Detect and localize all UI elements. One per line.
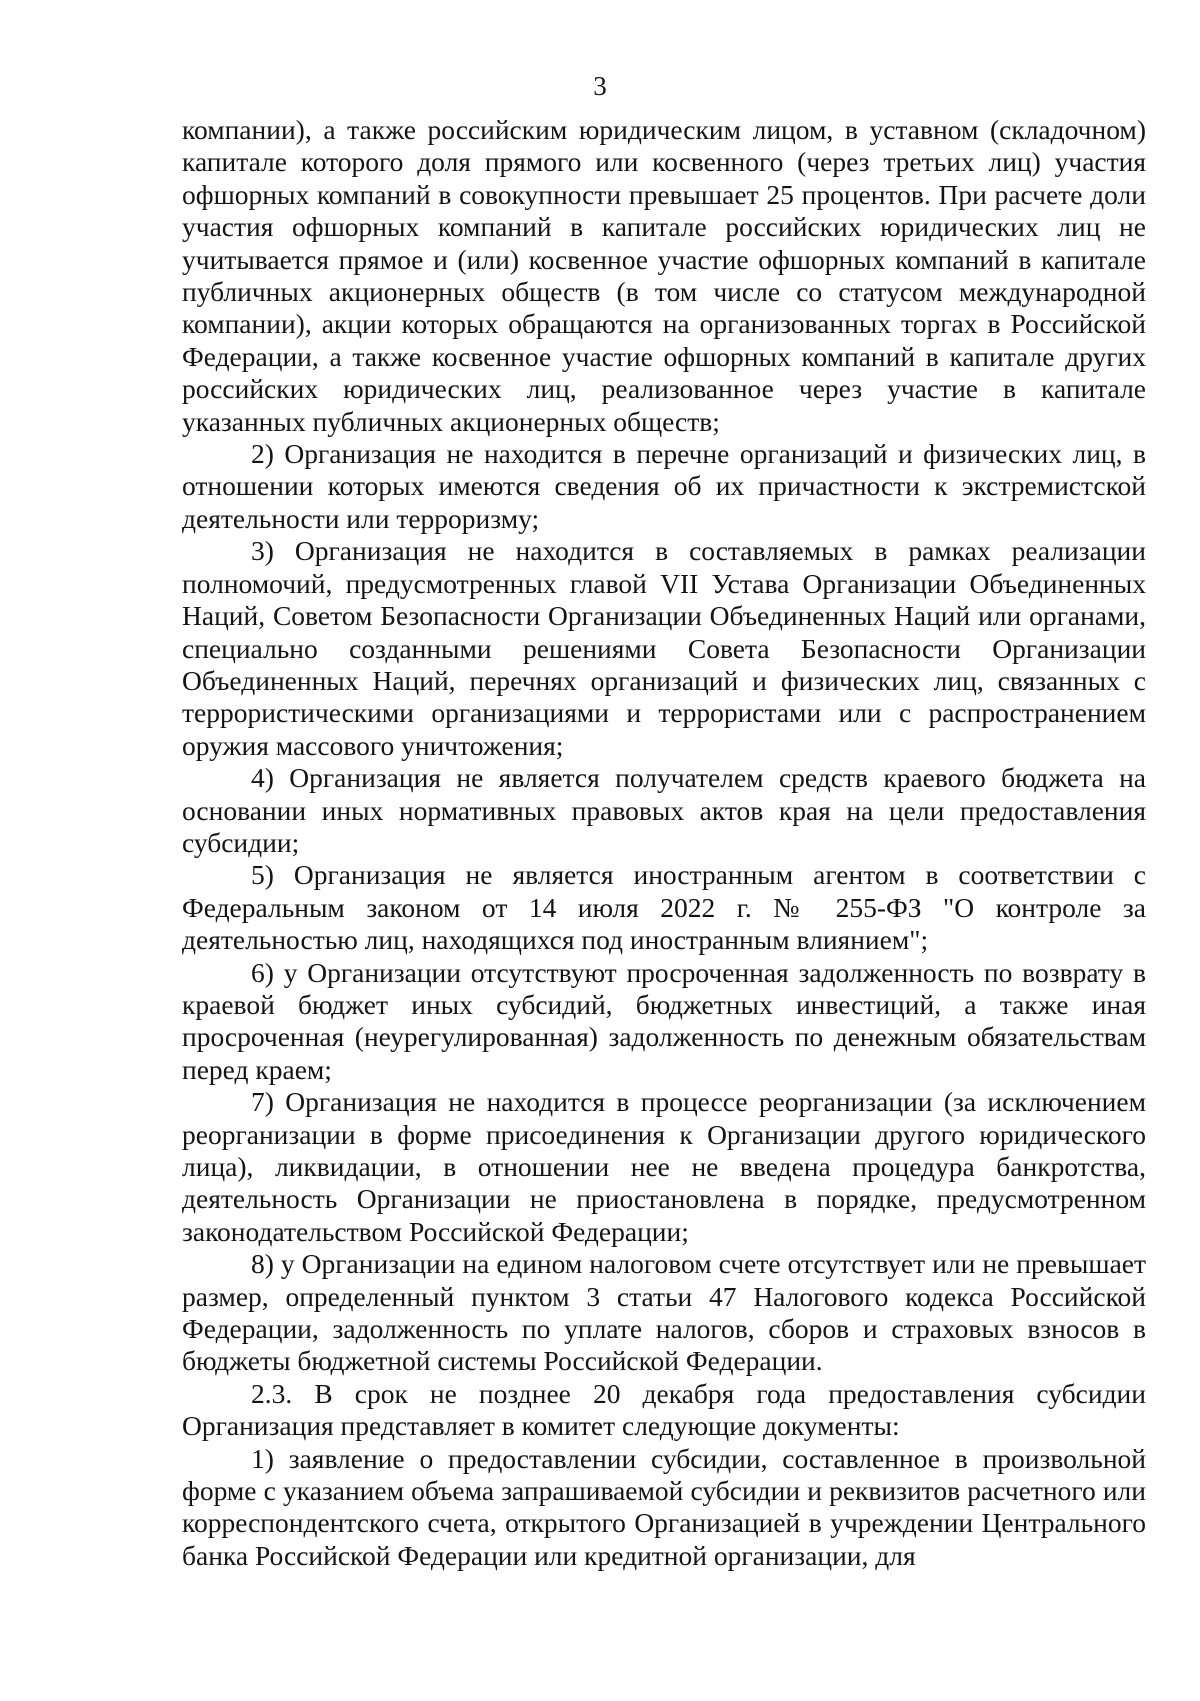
- paragraph-offshore-continuation: компании), а также российским юридическим лицом, в уставном (складочном) капитале которого доля прямого или косвенного (через третьих лиц) участия офшорных компаний в совокупности превышает 25 процентов. При расчете доли участия офшорных компаний в капитале российских юридических лиц не учитывается прямое и (или) косвенное участие офшорных компаний в капитале публичных акционерных обществ (в том числе со статусом международной компании), акции которых обращаются на организованных торгах в Российской Федерации, а также косвенное участие офшорных компаний в капитале других российских юридических лиц, реализованное через участие в капитале указанных публичных акционерных обществ;: [182, 114, 1146, 437]
- document-body: [182, 114, 1146, 1572]
- paragraph-item-4: 4) Организация не является получателем средств краевого бюджета на основании иных нормативных правовых актов края на цели предоставления субсидии;: [182, 762, 1146, 858]
- page-number: 3: [593, 71, 607, 101]
- paragraph-item-2: 2) Организация не находится в перечне организаций и физических лиц, в отношении которых имеются сведения об их причастности к экстремистской деятельности или терроризму;: [182, 438, 1146, 534]
- paragraph-document-1: 1) заявление о предоставлении субсидии, составленное в произвольной форме с указанием объема запрашиваемой субсидии и реквизитов расчетного или корреспондентского счета, открытого Организацией в учреждении Центрального банка Российской Федерации или кредитной организации, для: [182, 1442, 1146, 1571]
- paragraph-item-8: 8) у Организации на едином налоговом счете отсутствует или не превышает размер, определенный пунктом 3 статьи 47 Налогового кодекса Российской Федерации, задолженность по уплате налогов, сборов и страховых взносов в бюджеты бюджетной системы Российской Федерации.: [182, 1248, 1146, 1377]
- paragraph-item-5: 5) Организация не является иностранным агентом в соответствии с Федеральным законом от 14 июля 2022 г. № 255-ФЗ "О контроле за деятельностью лиц, находящихся под иностранным влиянием";: [182, 859, 1146, 956]
- paragraph-section-2-3: 2.3. В срок не позднее 20 декабря года предоставления субсидии Организация представляет в комитет следующие документы:: [182, 1377, 1146, 1442]
- paragraph-item-7: 7) Организация не находится в процессе реорганизации (за исключением реорганизации в форме присоединения к Организации другого юридического лица), ликвидации, в отношении нее не введена процедура банкротства, деятельность Организации не приостановлена в порядке, предусмотренном законодательством Российской Федерации;: [182, 1086, 1146, 1247]
- paragraph-item-3: 3) Организация не находится в составляемых в рамках реализации полномочий, предусмотренных главой VII Устава Организации Объединенных Наций, Советом Безопасности Организации Объединенных Наций или органами, специально созданными решениями Совета Безопасности Организации Объединенных Наций, перечнях организаций и физических лиц, связанных с террористическими организациями и террористами или с распространением оружия массового уничтожения;: [182, 535, 1146, 761]
- paragraph-item-6: 6) у Организации отсутствуют просроченная задолженность по возврату в краевой бюджет иных субсидий, бюджетных инвестиций, а также иная просроченная (неурегулированная) задолженность по денежным обязательствам перед краем;: [182, 956, 1146, 1085]
